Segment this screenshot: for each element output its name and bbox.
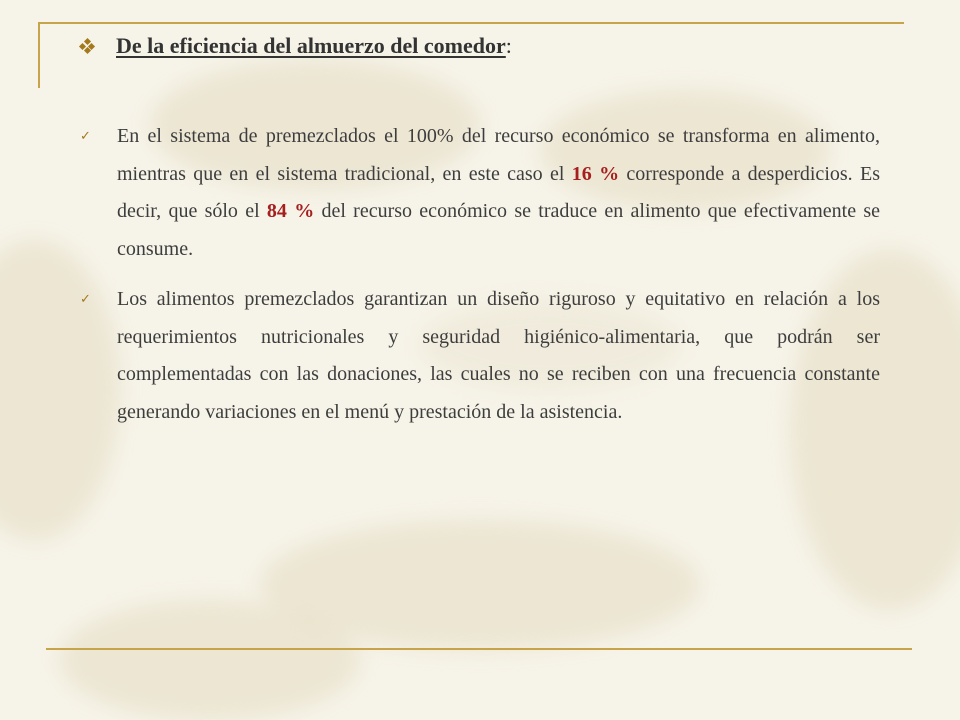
- top-border-line: [38, 22, 904, 24]
- bullet-list: [80, 118, 880, 444]
- bullet-text: [117, 118, 880, 268]
- check-icon: ✓: [80, 129, 91, 144]
- highlight-waste-percent: 16 %: [571, 162, 620, 185]
- bullet-text: Los alimentos premezclados garantizan un diseño riguroso y equitativo en relación a los requerimientos nutricionales y seguridad higiénico-alimentaria, que podrán ser complementadas con las donaciones, las cuales no se reciben con una frecuencia constante generando variaciones en el menú y prestación de la asistencia.: [117, 288, 880, 423]
- bullet-text-segment: del recurso económico se traduce en alimento que efectivamente se consume.: [117, 200, 881, 260]
- title-colon: :: [505, 33, 512, 58]
- highlight-consumed-percent: 84 %: [266, 200, 315, 222]
- bullet-text-segment: En el sistema de premezclados el 100% del recurso económico se transforma en alimento, mientras que en el sistema tradicional, en este caso el: [117, 125, 880, 185]
- slide-title: [80, 33, 512, 59]
- bottom-border-line: [46, 648, 912, 650]
- bullet-item: [80, 281, 880, 431]
- bullet-text-segment: corresponde a desperdicios. Es decir, que sólo el: [117, 162, 880, 222]
- bullet-item: [80, 118, 880, 268]
- diamond-cluster-icon: [80, 39, 94, 53]
- title-text: De la eficiencia del almuerzo del comedor: [116, 33, 506, 58]
- left-border-line: [38, 22, 40, 88]
- check-icon: ✓: [80, 292, 91, 307]
